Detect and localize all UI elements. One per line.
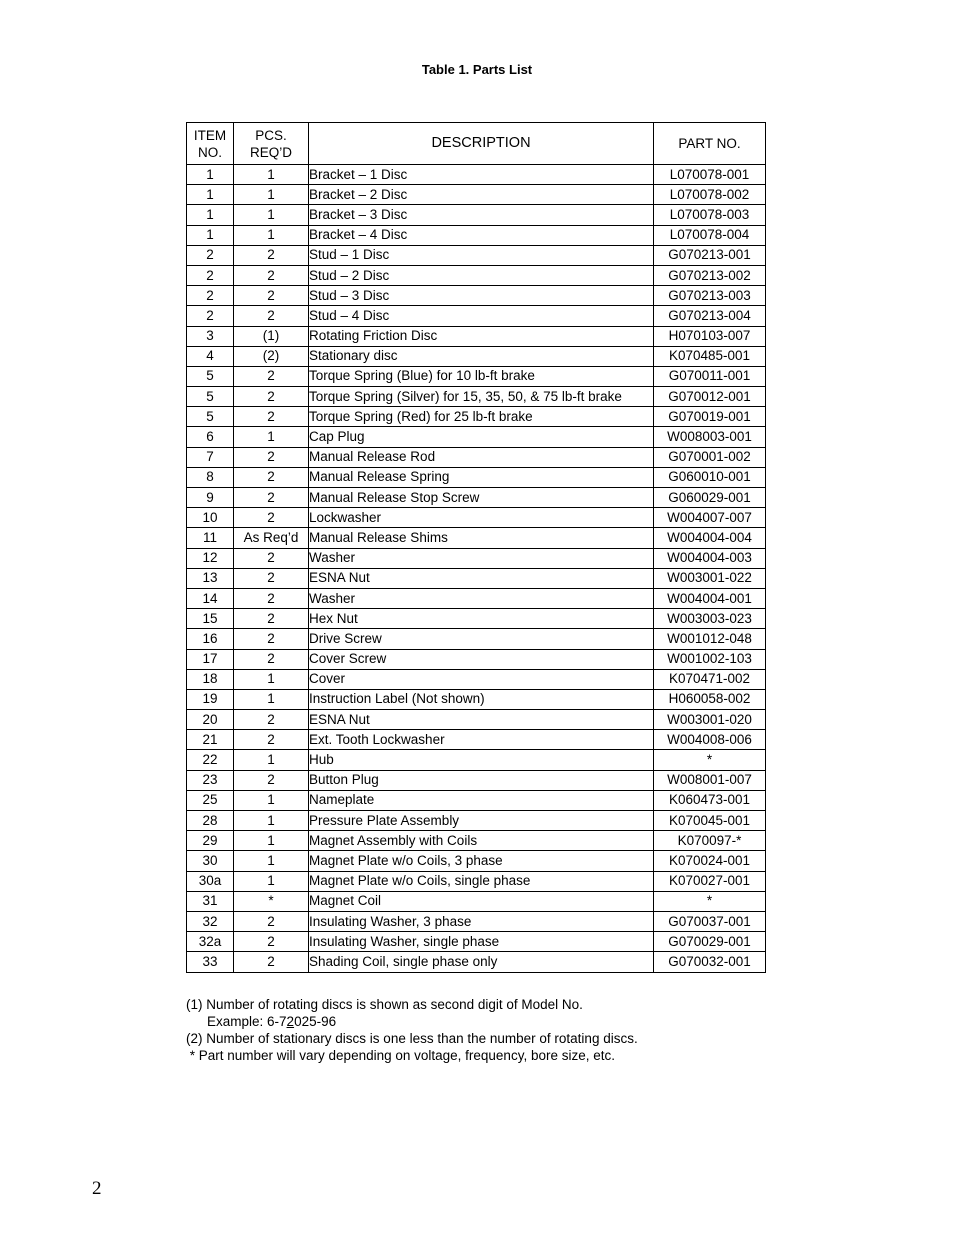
description-cell: Hex Nut: [309, 609, 654, 629]
description-cell: Manual Release Rod: [309, 447, 654, 467]
description-cell: Washer: [309, 548, 654, 568]
item-no-cell: 30a: [187, 871, 234, 891]
description-cell: Ext. Tooth Lockwasher: [309, 730, 654, 750]
pcs-reqd-cell: 2: [234, 588, 309, 608]
pcs-reqd-cell: 2: [234, 629, 309, 649]
item-no-cell: 12: [187, 548, 234, 568]
description-cell: ESNA Nut: [309, 710, 654, 730]
part-no-cell: W008001-007: [654, 770, 766, 790]
item-no-cell: 5: [187, 387, 234, 407]
item-no-cell: 17: [187, 649, 234, 669]
table-row: [187, 649, 766, 669]
description-cell: Cap Plug: [309, 427, 654, 447]
description-cell: Manual Release Stop Screw: [309, 488, 654, 508]
pcs-reqd-cell: 1: [234, 205, 309, 225]
footnote-3: * Part number will vary depending on voltage, frequency, bore size, etc.: [186, 1048, 615, 1063]
part-no-cell: L070078-004: [654, 225, 766, 245]
description-cell: ESNA Nut: [309, 568, 654, 588]
table-row: [187, 911, 766, 931]
part-no-cell: G070029-001: [654, 932, 766, 952]
item-no-cell: 11: [187, 528, 234, 548]
pcs-reqd-cell: 1: [234, 811, 309, 831]
item-no-cell: 29: [187, 831, 234, 851]
table-header-row: [187, 123, 766, 165]
pcs-reqd-cell: 2: [234, 245, 309, 265]
table-row: [187, 447, 766, 467]
table-row: [187, 528, 766, 548]
table-row: [187, 366, 766, 386]
table-row: [187, 831, 766, 851]
part-no-cell: G060010-001: [654, 467, 766, 487]
description-header: DESCRIPTION: [309, 123, 654, 165]
pcs-reqd-cell: 2: [234, 467, 309, 487]
part-no-cell: G070019-001: [654, 407, 766, 427]
description-cell: Pressure Plate Assembly: [309, 811, 654, 831]
item-no-cell: 20: [187, 710, 234, 730]
footnotes: [186, 996, 638, 1064]
pcs-reqd-cell: 1: [234, 689, 309, 709]
item-no-cell: 2: [187, 286, 234, 306]
item-no-cell: 4: [187, 346, 234, 366]
description-cell: Stud – 4 Disc: [309, 306, 654, 326]
table-row: [187, 387, 766, 407]
description-cell: Bracket – 3 Disc: [309, 205, 654, 225]
pcs-reqd-cell: 2: [234, 649, 309, 669]
pcs-reqd-header: PCS. REQ’D: [234, 123, 309, 165]
item-no-cell: 5: [187, 407, 234, 427]
table-row: [187, 286, 766, 306]
description-cell: Bracket – 1 Disc: [309, 165, 654, 185]
pcs-reqd-cell: 2: [234, 568, 309, 588]
part-no-cell: G070213-001: [654, 245, 766, 265]
part-no-cell: G070001-002: [654, 447, 766, 467]
part-no-cell: G070012-001: [654, 387, 766, 407]
description-cell: Rotating Friction Disc: [309, 326, 654, 346]
item-no-cell: 23: [187, 770, 234, 790]
parts-table-body: [187, 165, 766, 973]
part-no-cell: W003001-020: [654, 710, 766, 730]
pcs-reqd-cell: 2: [234, 770, 309, 790]
table-row: [187, 568, 766, 588]
description-cell: Shading Coil, single phase only: [309, 952, 654, 972]
item-no-cell: 2: [187, 306, 234, 326]
part-no-cell: K070485-001: [654, 346, 766, 366]
item-no-cell: 22: [187, 750, 234, 770]
item-no-cell: 18: [187, 669, 234, 689]
table-row: [187, 750, 766, 770]
pcs-reqd-cell: 2: [234, 911, 309, 931]
pcs-reqd-cell: 2: [234, 387, 309, 407]
description-cell: Magnet Plate w/o Coils, 3 phase: [309, 851, 654, 871]
description-cell: Insulating Washer, single phase: [309, 932, 654, 952]
part-no-cell: G070032-001: [654, 952, 766, 972]
description-cell: Nameplate: [309, 790, 654, 810]
pcs-reqd-cell: 2: [234, 488, 309, 508]
part-no-cell: G070213-002: [654, 265, 766, 285]
description-cell: Manual Release Shims: [309, 528, 654, 548]
pcs-reqd-cell: 1: [234, 165, 309, 185]
pcs-reqd-cell: 2: [234, 710, 309, 730]
description-cell: Torque Spring (Red) for 25 lb-ft brake: [309, 407, 654, 427]
item-no-cell: 3: [187, 326, 234, 346]
part-no-cell: W003003-023: [654, 609, 766, 629]
part-no-cell: W003001-022: [654, 568, 766, 588]
table-row: [187, 165, 766, 185]
description-cell: Lockwasher: [309, 508, 654, 528]
description-cell: Drive Screw: [309, 629, 654, 649]
description-cell: Magnet Coil: [309, 891, 654, 911]
item-no-cell: 13: [187, 568, 234, 588]
pcs-reqd-cell: *: [234, 891, 309, 911]
part-no-cell: G070011-001: [654, 366, 766, 386]
pcs-reqd-cell: 2: [234, 609, 309, 629]
pcs-reqd-cell: 2: [234, 952, 309, 972]
pcs-reqd-cell: 2: [234, 286, 309, 306]
table-row: [187, 730, 766, 750]
item-no-cell: 9: [187, 488, 234, 508]
description-cell: Button Plug: [309, 770, 654, 790]
table-title: Table 1. Parts List: [421, 62, 533, 77]
table-row: [187, 548, 766, 568]
description-cell: Cover: [309, 669, 654, 689]
item-no-cell: 15: [187, 609, 234, 629]
item-no-cell: 31: [187, 891, 234, 911]
pcs-reqd-cell: 2: [234, 730, 309, 750]
item-no-cell: 25: [187, 790, 234, 810]
table-row: [187, 609, 766, 629]
pcs-reqd-cell: 1: [234, 225, 309, 245]
table-row: [187, 689, 766, 709]
pcs-reqd-cell: (2): [234, 346, 309, 366]
example-underlined-digit: 2: [286, 1014, 295, 1029]
footnote-1: (1) Number of rotating discs is shown as second digit of Model No.: [186, 997, 583, 1012]
pcs-reqd-cell: 2: [234, 447, 309, 467]
table-row: [187, 427, 766, 447]
part-no-cell: *: [654, 750, 766, 770]
part-no-cell: L070078-001: [654, 165, 766, 185]
table-row: [187, 629, 766, 649]
part-no-cell: L070078-002: [654, 185, 766, 205]
item-no-cell: 19: [187, 689, 234, 709]
item-no-cell: 10: [187, 508, 234, 528]
pcs-reqd-cell: 1: [234, 669, 309, 689]
part-no-cell: L070078-003: [654, 205, 766, 225]
item-no-cell: 2: [187, 245, 234, 265]
table-row: [187, 588, 766, 608]
table-row: [187, 669, 766, 689]
item-no-cell: 33: [187, 952, 234, 972]
part-no-cell: G070037-001: [654, 911, 766, 931]
description-cell: Stud – 3 Disc: [309, 286, 654, 306]
part-no-cell: G060029-001: [654, 488, 766, 508]
part-no-cell: W004004-003: [654, 548, 766, 568]
part-no-cell: W001012-048: [654, 629, 766, 649]
description-cell: Washer: [309, 588, 654, 608]
part-no-cell: G070213-004: [654, 306, 766, 326]
part-no-cell: *: [654, 891, 766, 911]
table-row: [187, 952, 766, 972]
table-row: [187, 346, 766, 366]
table-row: [187, 245, 766, 265]
table-row: [187, 508, 766, 528]
pcs-reqd-cell: 1: [234, 831, 309, 851]
footnote-2: (2) Number of stationary discs is one less than the number of rotating discs.: [186, 1031, 638, 1046]
part-no-cell: G070213-003: [654, 286, 766, 306]
parts-table: [186, 122, 766, 973]
page-number: 2: [92, 1178, 102, 1199]
description-cell: Stud – 1 Disc: [309, 245, 654, 265]
part-no-cell: K070097-*: [654, 831, 766, 851]
pcs-reqd-cell: As Req’d: [234, 528, 309, 548]
part-no-cell: W004007-007: [654, 508, 766, 528]
pcs-reqd-cell: 2: [234, 306, 309, 326]
table-row: [187, 710, 766, 730]
table-row: [187, 851, 766, 871]
description-cell: Hub: [309, 750, 654, 770]
item-no-cell: 1: [187, 185, 234, 205]
table-row: [187, 871, 766, 891]
item-no-cell: 30: [187, 851, 234, 871]
item-no-cell: 1: [187, 165, 234, 185]
description-cell: Manual Release Spring: [309, 467, 654, 487]
item-no-cell: 1: [187, 205, 234, 225]
description-cell: Magnet Assembly with Coils: [309, 831, 654, 851]
description-cell: Magnet Plate w/o Coils, single phase: [309, 871, 654, 891]
table-row: [187, 790, 766, 810]
description-cell: Cover Screw: [309, 649, 654, 669]
description-cell: Bracket – 4 Disc: [309, 225, 654, 245]
part-no-cell: K060473-001: [654, 790, 766, 810]
part-no-header: PART NO.: [654, 123, 766, 165]
pcs-reqd-cell: 1: [234, 851, 309, 871]
description-cell: Bracket – 2 Disc: [309, 185, 654, 205]
pcs-reqd-cell: 2: [234, 548, 309, 568]
part-no-cell: H070103-007: [654, 326, 766, 346]
part-no-cell: W004004-004: [654, 528, 766, 548]
pcs-reqd-cell: 1: [234, 790, 309, 810]
pcs-reqd-cell: 1: [234, 427, 309, 447]
pcs-reqd-cell: 2: [234, 366, 309, 386]
table-row: [187, 306, 766, 326]
table-row: [187, 326, 766, 346]
table-row: [187, 225, 766, 245]
pcs-reqd-cell: 2: [234, 932, 309, 952]
pcs-reqd-cell: (1): [234, 326, 309, 346]
part-no-cell: K070471-002: [654, 669, 766, 689]
pcs-reqd-cell: 1: [234, 750, 309, 770]
pcs-reqd-cell: 1: [234, 871, 309, 891]
item-no-cell: 6: [187, 427, 234, 447]
part-no-cell: K070027-001: [654, 871, 766, 891]
description-cell: Stud – 2 Disc: [309, 265, 654, 285]
table-row: [187, 811, 766, 831]
pcs-reqd-cell: 2: [234, 407, 309, 427]
part-no-cell: H060058-002: [654, 689, 766, 709]
item-no-cell: 32a: [187, 932, 234, 952]
pcs-reqd-cell: 2: [234, 265, 309, 285]
item-no-cell: 7: [187, 447, 234, 467]
part-no-cell: W004008-006: [654, 730, 766, 750]
table-row: [187, 407, 766, 427]
item-no-cell: 14: [187, 588, 234, 608]
table-row: [187, 488, 766, 508]
pcs-reqd-cell: 2: [234, 508, 309, 528]
table-row: [187, 770, 766, 790]
table-row: [187, 265, 766, 285]
pcs-reqd-cell: 1: [234, 185, 309, 205]
description-cell: Torque Spring (Silver) for 15, 35, 50, & 75 lb-ft brake: [309, 387, 654, 407]
item-no-cell: 32: [187, 911, 234, 931]
item-no-cell: 28: [187, 811, 234, 831]
description-cell: Instruction Label (Not shown): [309, 689, 654, 709]
part-no-cell: K070024-001: [654, 851, 766, 871]
item-no-cell: 21: [187, 730, 234, 750]
description-cell: Stationary disc: [309, 346, 654, 366]
part-no-cell: K070045-001: [654, 811, 766, 831]
table-row: [187, 185, 766, 205]
part-no-cell: W001002-103: [654, 649, 766, 669]
description-cell: Insulating Washer, 3 phase: [309, 911, 654, 931]
table-row: [187, 891, 766, 911]
item-no-cell: 5: [187, 366, 234, 386]
description-cell: Torque Spring (Blue) for 10 lb-ft brake: [309, 366, 654, 386]
table-row: [187, 467, 766, 487]
item-no-cell: 2: [187, 265, 234, 285]
item-no-cell: 16: [187, 629, 234, 649]
part-no-cell: W008003-001: [654, 427, 766, 447]
table-row: [187, 205, 766, 225]
part-no-cell: W004004-001: [654, 588, 766, 608]
table-row: [187, 932, 766, 952]
item-no-header: ITEM NO.: [187, 123, 234, 165]
item-no-cell: 8: [187, 467, 234, 487]
item-no-cell: 1: [187, 225, 234, 245]
footnote-1-example: Example: 6-72025-96: [207, 1014, 337, 1029]
